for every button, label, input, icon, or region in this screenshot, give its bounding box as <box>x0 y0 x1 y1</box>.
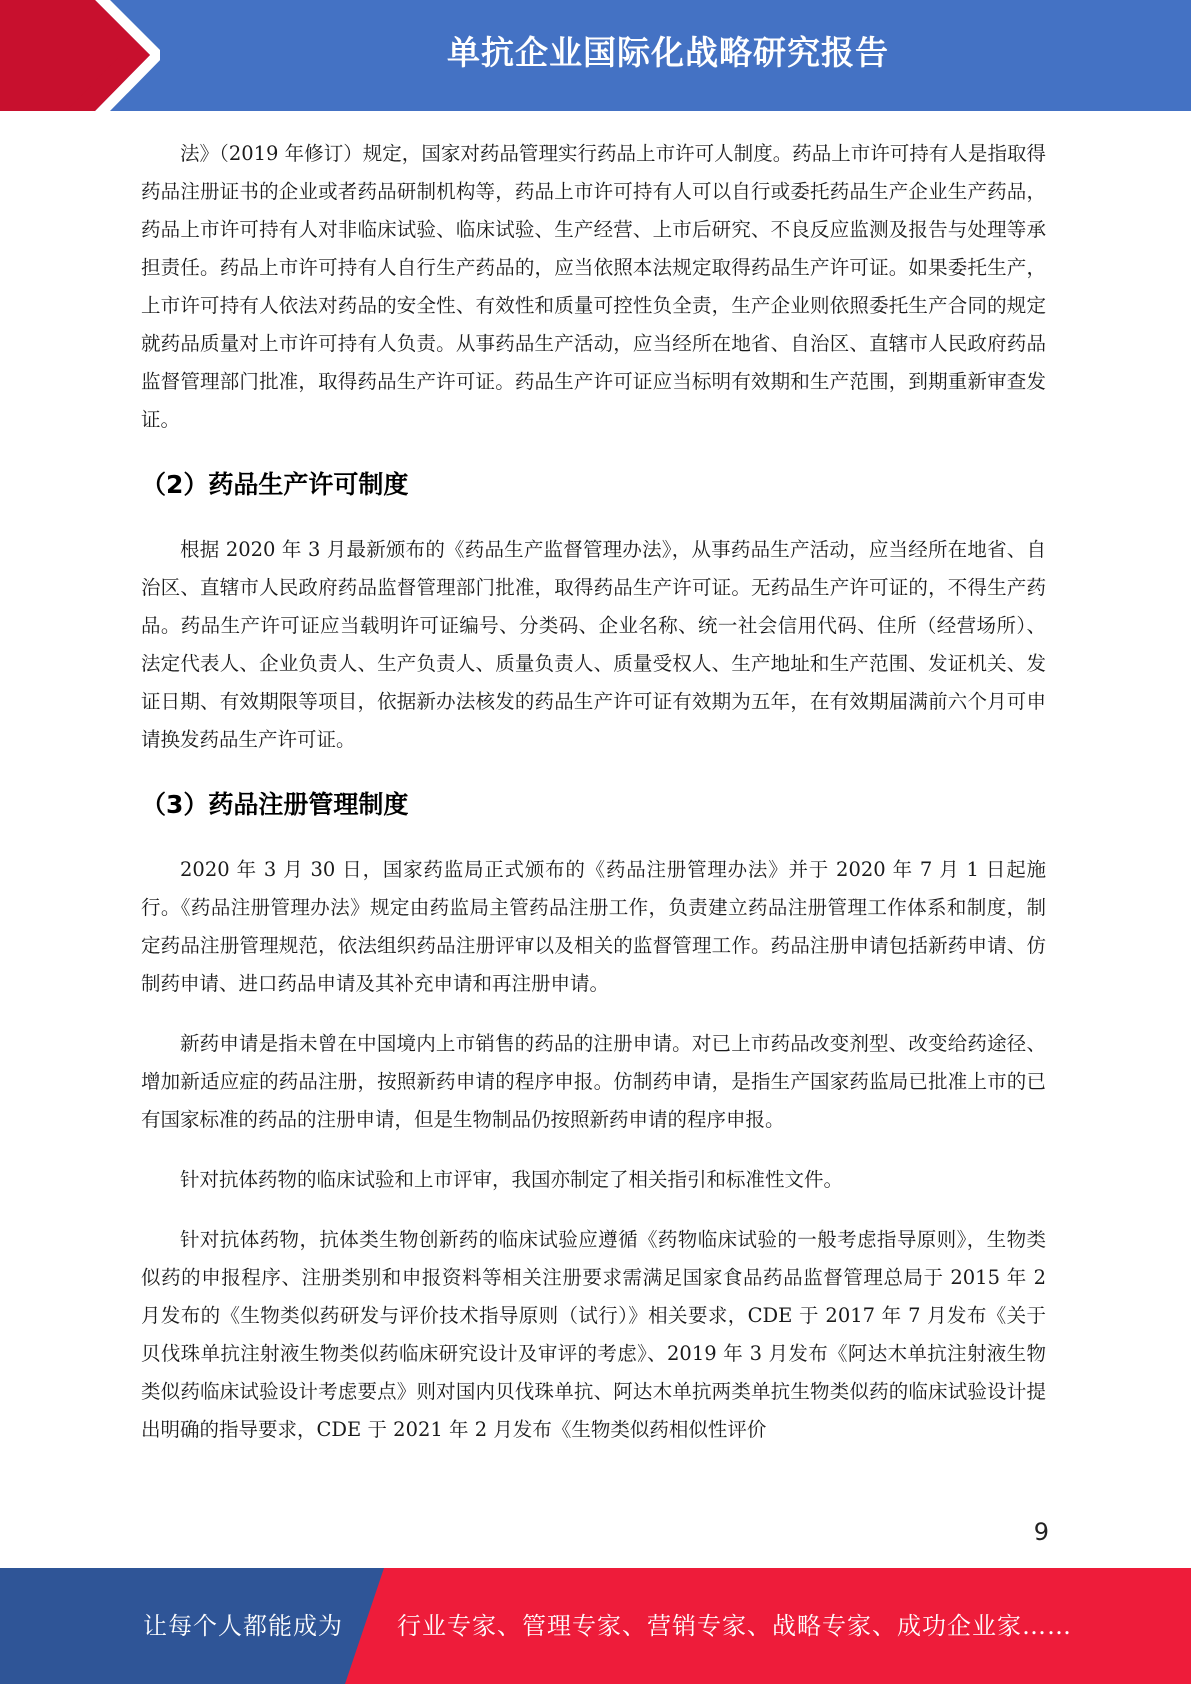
header-arrow-decoration <box>0 0 160 111</box>
section-heading-production-license: （2）药品生产许可制度 <box>141 470 409 499</box>
page-number: 9 <box>1033 1518 1049 1546</box>
page-footer <box>0 1568 1191 1684</box>
paragraph-license-holder: 法》（2019 年修订）规定，国家对药品管理实行药品上市许可人制度。药品上市许可持有人是指取得药品注册证书的企业或者药品研制机构等，药品上市许可持有人可以自行或委托药品生产企业生产药品，药品上市许可持有人对非临床试验、临床试验、生产经营、上市后研究、不良反应监测及报告与处理等承担责任。药品上市许可持有人自行生产药品的，应当依照本法规定取得药品生产许可证。如果委托生产，上市许可持有人依法对药品的安全性、有效性和质量可控性负全责，生产企业则依照委托生产合同的规定就药品质量对上市许可持有人负责。从事药品生产活动，应当经所在地省、自治区、直辖市人民政府药品监督管理部门批准，取得药品生产许可证。药品生产许可证应当标明有效期和生产范围，到期重新审查发证。 <box>141 142 1046 431</box>
document-body <box>141 135 1046 1449</box>
footer-slogan-left: 让每个人都能成为 <box>143 1612 343 1640</box>
page-header <box>0 0 1191 111</box>
footer-slogan-right: 行业专家、管理专家、营销专家、战略专家、成功企业家…… <box>397 1612 1072 1640</box>
paragraph-production-license: 根据 2020 年 3 月最新颁布的《药品生产监督管理办法》，从事药品生产活动，应当经所在地省、自治区、直辖市人民政府药品监督管理部门批准，取得药品生产许可证。无药品生产许可证的，不得生产药品。药品生产许可证应当载明许可证编号、分类码、企业名称、统一社会信用代码、住所（经营场所）、法定代表人、企业负责人、生产负责人、质量负责人、质量受权人、生产地址和生产范围、发证机关、发证日期、有效期限等项目，依据新办法核发的药品生产许可证有效期为五年，在有效期届满前六个月可申请换发药品生产许可证。 <box>141 538 1046 751</box>
paragraph-antibody-guidelines: 针对抗体药物的临床试验和上市评审，我国亦制定了相关指引和标准性文件。 <box>180 1168 844 1191</box>
paragraph-new-drug-application: 新药申请是指未曾在中国境内上市销售的药品的注册申请。对已上市药品改变剂型、改变给药途径、增加新适应症的药品注册，按照新药申请的程序申报。仿制药申请，是指生产国家药监局已批准上市的已有国家标准的药品的注册申请，但是生物制品仍按照新药申请的程序申报。 <box>141 1032 1046 1131</box>
report-title: 单抗企业国际化战略研究报告 <box>447 33 889 72</box>
paragraph-biosimilar-requirements: 针对抗体药物，抗体类生物创新药的临床试验应遵循《药物临床试验的一般考虑指导原则》，生物类似药的申报程序、注册类别和申报资料等相关注册要求需满足国家食品药品监督管理总局于 2015 年 2 月发布的《生物类似药研发与评价技术指导原则（试行）》相关要求，CDE 于 2017 年 7 月发布《关于贝伐珠单抗注射液生物类似药临床研究设计及审评的考虑》、2019 年 3 月发布《阿达木单抗注射液生物类似药临床试验设计考虑要点》则对国内贝伐珠单抗、阿达木单抗两类单抗生物类似药的临床试验设计提出明确的指导要求，CDE 于 2021 年 2 月发布《生物类似药相似性评价 <box>141 1228 1046 1441</box>
section-heading-registration: （3）药品注册管理制度 <box>141 790 409 819</box>
paragraph-registration-rules: 2020 年 3 月 30 日，国家药监局正式颁布的《药品注册管理办法》并于 2020 年 7 月 1 日起施行。《药品注册管理办法》规定由药监局主管药品注册工作，负责建立药品注册管理工作体系和制度，制定药品注册管理规范，依法组织药品注册评审以及相关的监督管理工作。药品注册申请包括新药申请、仿制药申请、进口药品申请及其补充申请和再注册申请。 <box>141 858 1046 995</box>
